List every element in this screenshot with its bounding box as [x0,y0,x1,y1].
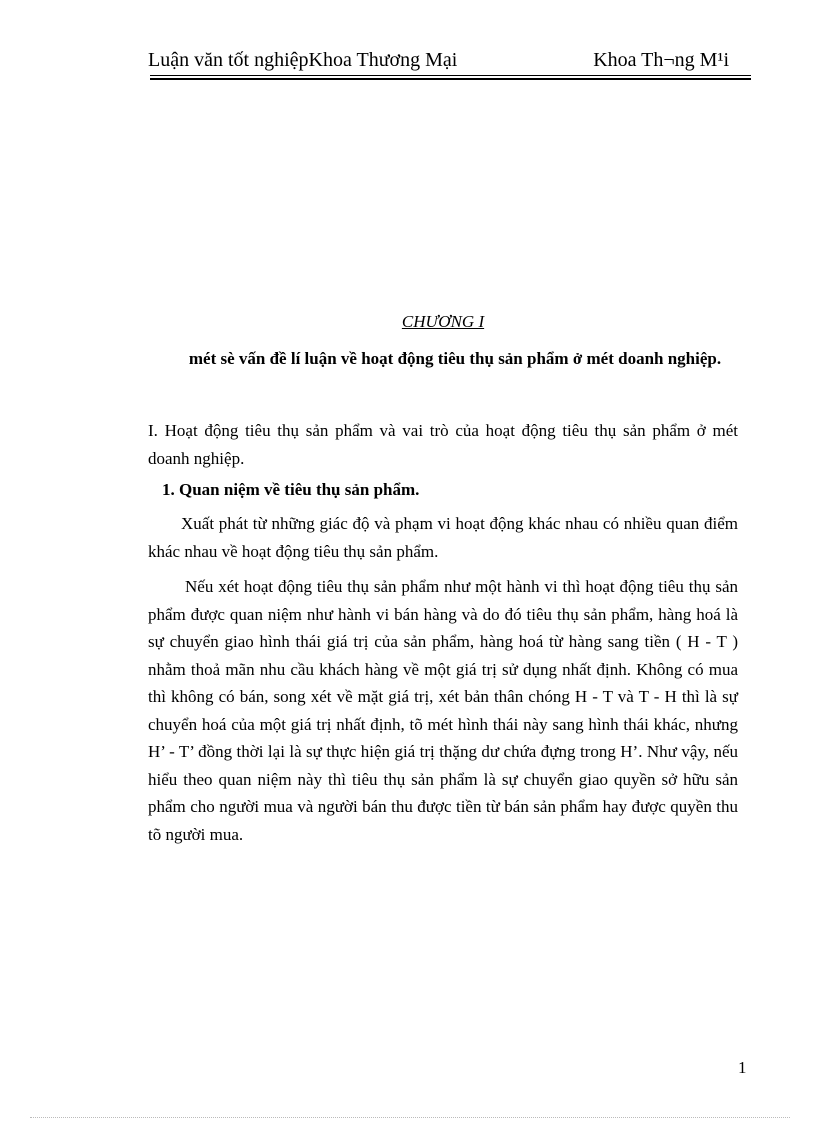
header-rule-thin [150,75,751,76]
chapter-label: CHƯƠNG I [401,312,485,331]
page-header [148,45,751,73]
page-number: 1 [738,1058,747,1077]
header-rule-thick [150,78,751,80]
section-heading: I. Hoạt động tiêu thụ sản phẩm và vai trò của hoạt động tiêu thụ sản phẩm ở mét doanh nghiệp. [148,421,738,468]
page-bottom-edge [30,1117,790,1118]
subsection-heading: 1. Quan niệm về tiêu thụ sản phẩm. [162,480,420,499]
header-left-text: Luận văn tốt nghiệpKhoa Thương Mại [148,49,458,71]
header-right-text: Khoa Th¬ng M¹i [593,49,729,71]
body-paragraph-1: Xuất phát từ những giác độ và phạm vi hoạt động khác nhau có nhiều quan điểm khác nhau về hoạt động tiêu thụ sản phẩm. [148,514,738,561]
body-paragraph-2: Nếu xét hoạt động tiêu thụ sản phẩm như một hành vi thì hoạt động tiêu thụ sản phẩm được quan niệm như hành vi bán hàng và do đó tiêu thụ sản phẩm, hàng hoá là sự chuyển giao hình thái giá trị của sản phẩm, hàng hoá từ hàng sang tiền ( H - T ) nhằm thoả mãn nhu cầu khách hàng về một giá trị sử dụng nhất định. Không có mua thì không có bán, song xét về mặt giá trị, xét bản thân chóng H - T và T - H thì là sự chuyển hoá của một giá trị nhất định, tõ mét hình thái này sang hình thái khác, nhưng H’ - T’ đồng thời lại là sự thực hiện giá trị thặng dư chứa đựng trong H’. Như vậy, nếu hiểu theo quan niệm này thì tiêu thụ sản phẩm là sự chuyển giao quyền sở hữu sản phẩm cho người mua và người bán thu được tiền từ bán sản phẩm hay được quyền thu tõ người mua. [148,577,738,844]
chapter-title: mét sè vấn đề lí luận về hoạt động tiêu thụ sản phẩm ở mét doanh nghiệp. [188,349,722,368]
